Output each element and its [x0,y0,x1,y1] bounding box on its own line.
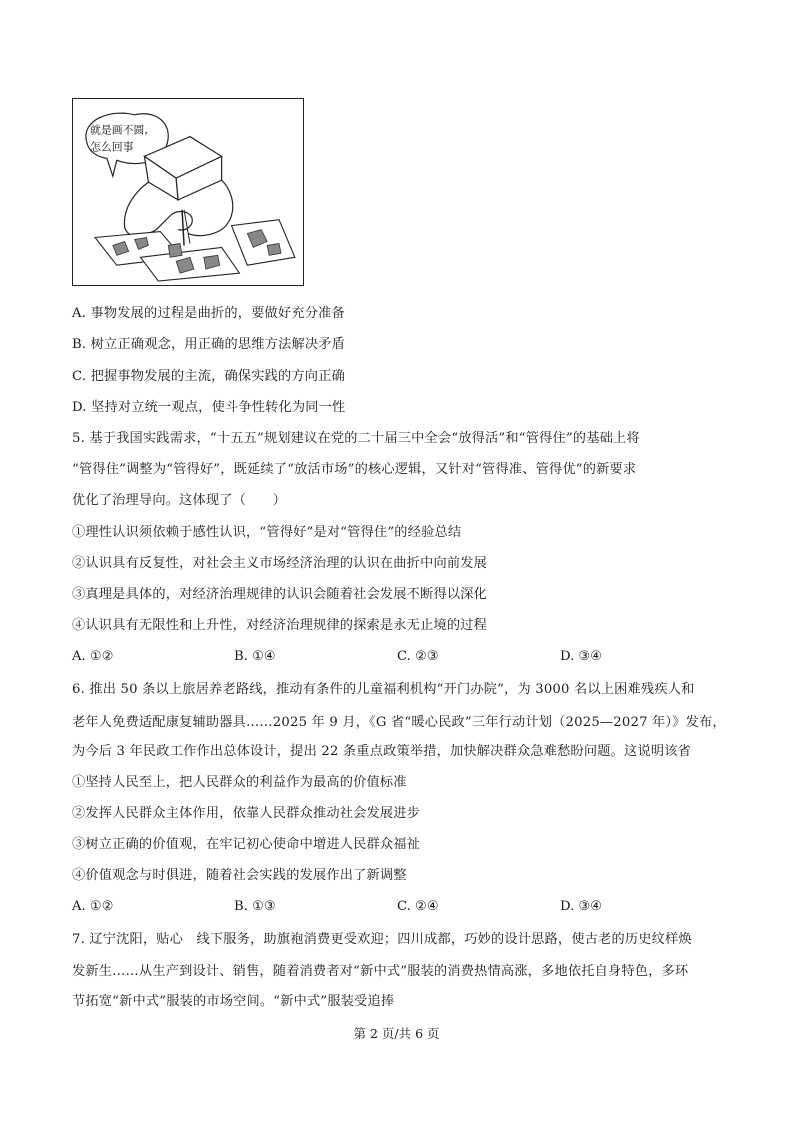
q5-choice-a[interactable]: A. ①② [72,649,114,664]
q6-statement-3: ③树立正确的价值观，在牢记初心使命中增进人民群众福祉 [72,837,421,852]
q5-statement-2: ②认识具有反复性，对社会主义市场经济治理的认识在曲折中向前发展 [72,556,488,571]
q6-choices [72,898,722,916]
q4-option-c: C. 把握事物发展的主流，确保实践的方向正确 [72,369,345,384]
q7-stem-line-1: 7. 辽宁沈阳，贴心 线下服务，助旗袍消费更受欢迎；四川成都，巧妙的设计思路，使古老的历史纹样焕 [72,932,692,947]
q5-statement-4: ④认识具有无限性和上升性，对经济治理规律的探索是永无止境的过程 [72,618,488,633]
q6-statement-1: ①坚持人民至上，把人民群众的利益作为最高的价值标准 [72,775,407,790]
q5-stem-line-1: 5. 基于我国实践需求，“十五五”规划建议在党的二十届三中全会“放得活”和“管得住”的基础上将 [72,431,640,446]
q6-stem-line-3: 为今后 3 年民政工作作出总体设计，提出 22 条重点政策举措，加快解决群众急难愁盼问题。这说明该省 [72,744,691,759]
q6-choice-c[interactable]: C. ②④ [397,899,439,914]
q6-statement-2: ②发挥人民群众主体作用，依靠人民群众推动社会发展进步 [72,806,421,821]
cartoon-illustration [72,98,304,286]
q5-choices [72,648,722,666]
q5-choice-c[interactable]: C. ②③ [397,649,439,664]
compass [182,210,184,246]
q4-option-b: B. 树立正确观念，用正确的思维方法解决矛盾 [72,337,346,352]
page-footer: 第 2 页/共 6 页 [353,1026,440,1041]
q6-choice-b[interactable]: B. ①③ [234,899,276,914]
q6-choice-a[interactable]: A. ①② [72,899,114,914]
speech-line-2: 怎么回事 [90,140,134,154]
q6-statement-4: ④价值观念与时俱进，随着社会实践的发展作出了新调整 [72,868,407,883]
q6-choice-d[interactable]: D. ③④ [560,899,603,914]
q5-choice-b[interactable]: B. ①④ [234,649,276,664]
q5-stem-line-2: “管得住”调整为“管得好”，既延续了“放活市场”的核心逻辑，又针对“管得准、管得优”的新要求 [72,462,637,477]
q5-choice-d[interactable]: D. ③④ [560,649,603,664]
q5-statement-3: ③真理是具体的，对经济治理规律的认识会随着社会发展不断得以深化 [72,587,488,602]
q4-option-d: D. 坚持对立统一观点，使斗争性转化为同一性 [72,400,346,415]
q5-stem-line-3: 优化了治理导向。这体现了（ ） [72,493,287,508]
q5-statement-1: ①理性认识须依赖于感性认识，“管得好”是对“管得住”的经验总结 [72,525,462,540]
q7-stem-line-3: 节拓宽“新中式”服装的市场空间。“新中式”服装受追捧 [72,994,395,1009]
q7-stem-line-2: 发新生……从生产到设计、销售，随着消费者对“新中式”服装的消费热情高涨，多地依托自身特色，多环 [72,964,689,979]
q6-stem-line-2: 老年人免费适配康复辅助器具……2025 年 9 月，《G 省“暖心民政”三年行动计划（2025—2027 年）》发布， [72,715,726,730]
q6-stem-line-1: 6. 推出 50 条以上旅居养老路线，推动有条件的儿童福利机构“开门办院”，为 3000 名以上困难残疾人和 [72,682,695,697]
speech-line-1: 就是画不圆, [90,123,148,137]
q4-option-a: A. 事物发展的过程是曲折的，要做好充分准备 [72,306,345,321]
